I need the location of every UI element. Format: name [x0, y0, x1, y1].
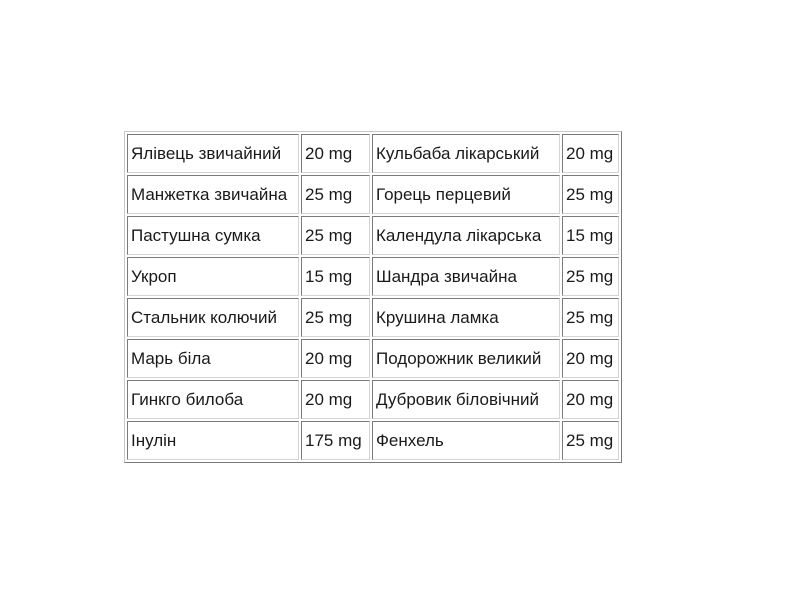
ingredient-name-cell: Ялівець звичайний [127, 134, 299, 173]
ingredient-name-cell: Інулін [127, 421, 299, 460]
table-row [127, 298, 619, 337]
ingredient-dose-cell: 25 mg [301, 216, 370, 255]
table-row [127, 216, 619, 255]
ingredient-dose-cell: 20 mg [301, 339, 370, 378]
ingredient-name-cell: Календула лікарська [372, 216, 560, 255]
ingredient-name-cell: Кульбаба лікарський [372, 134, 560, 173]
table-row [127, 175, 619, 214]
ingredient-name-cell: Дубровик біловічний [372, 380, 560, 419]
ingredient-dose-cell: 20 mg [562, 134, 619, 173]
ingredient-dose-cell: 20 mg [562, 380, 619, 419]
ingredient-name-cell: Горець перцевий [372, 175, 560, 214]
ingredient-name-cell: Пастушна сумка [127, 216, 299, 255]
ingredient-dose-cell: 25 mg [562, 257, 619, 296]
ingredients-table [124, 131, 622, 463]
ingredient-dose-cell: 25 mg [562, 175, 619, 214]
ingredient-dose-cell: 20 mg [301, 134, 370, 173]
ingredient-dose-cell: 20 mg [301, 380, 370, 419]
ingredient-name-cell: Гинкго билоба [127, 380, 299, 419]
ingredient-dose-cell: 25 mg [562, 421, 619, 460]
ingredient-dose-cell: 175 mg [301, 421, 370, 460]
ingredient-name-cell: Укроп [127, 257, 299, 296]
table-row [127, 339, 619, 378]
ingredient-name-cell: Манжетка звичайна [127, 175, 299, 214]
ingredient-dose-cell: 25 mg [301, 175, 370, 214]
table-row [127, 257, 619, 296]
table-row [127, 421, 619, 460]
ingredient-dose-cell: 25 mg [301, 298, 370, 337]
ingredient-name-cell: Крушина ламка [372, 298, 560, 337]
ingredient-dose-cell: 15 mg [562, 216, 619, 255]
table-row [127, 134, 619, 173]
ingredients-table-body [127, 134, 619, 460]
ingredient-name-cell: Фенхель [372, 421, 560, 460]
ingredient-dose-cell: 15 mg [301, 257, 370, 296]
ingredient-name-cell: Стальник колючий [127, 298, 299, 337]
ingredient-name-cell: Шандра звичайна [372, 257, 560, 296]
ingredient-dose-cell: 20 mg [562, 339, 619, 378]
ingredient-name-cell: Марь біла [127, 339, 299, 378]
ingredient-name-cell: Подорожник великий [372, 339, 560, 378]
table-row [127, 380, 619, 419]
ingredient-dose-cell: 25 mg [562, 298, 619, 337]
